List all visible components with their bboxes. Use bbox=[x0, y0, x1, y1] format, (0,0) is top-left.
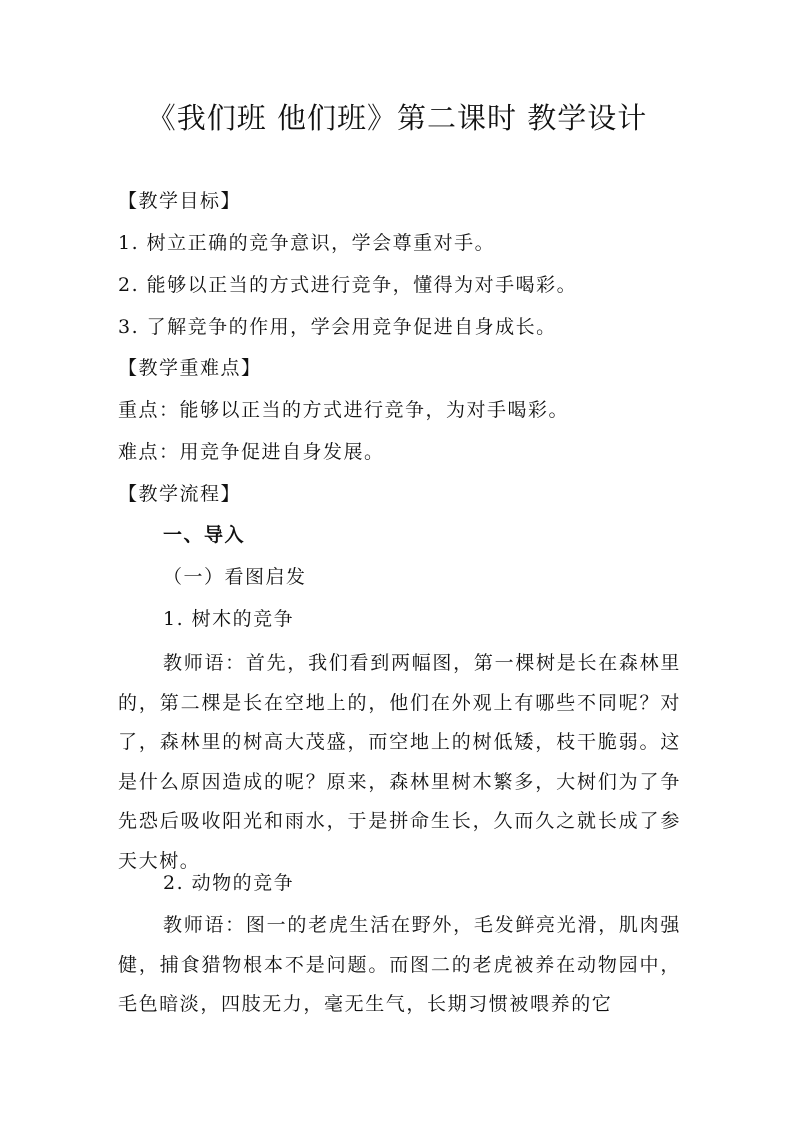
keypoint-text: 重点：能够以正当的方式进行竞争，为对手喝彩。 bbox=[118, 399, 570, 421]
part1-heading: 一、导入 bbox=[163, 524, 246, 546]
section-heading-goals: 【教学目标】 bbox=[118, 190, 242, 212]
item2-paragraph: 教师语：图一的老虎生活在野外，毛发鲜亮光滑，肌肉强健，捕食猎物根本不是问题。而图二的老虎被养在动物园中，毛色暗淡，四肢无力，毫无生气，长期习惯被喂养的它 bbox=[118, 914, 681, 1015]
item1-heading: 1. 树木的竞争 bbox=[163, 608, 295, 630]
goal-item-3: 3. 了解竞争的作用，学会用竞争促进自身成长。 bbox=[118, 316, 557, 338]
difficulty-text: 难点：用竞争促进自身发展。 bbox=[118, 441, 385, 463]
section-heading-keypoints: 【教学重难点】 bbox=[118, 357, 262, 379]
goal-item-1: 1. 树立正确的竞争意识，学会尊重对手。 bbox=[118, 232, 496, 254]
item2-heading: 2. 动物的竞争 bbox=[163, 872, 295, 894]
section-heading-process: 【教学流程】 bbox=[118, 483, 242, 505]
sub1-heading: （一）看图启发 bbox=[163, 566, 307, 588]
goal-item-2: 2. 能够以正当的方式进行竞争，懂得为对手喝彩。 bbox=[118, 274, 578, 296]
page-title: 《我们班 他们班》第二课时 教学设计 bbox=[146, 101, 648, 135]
item1-paragraph: 教师语：首先，我们看到两幅图，第一棵树是长在森林里的，第二棵是长在空地上的，他们在外观上有哪些不同呢？对了，森林里的树高大茂盛，而空地上的树低矮，枝干脆弱。这是什么原因造成的呢？原来，森林里树木繁多，大树们为了争先恐后吸收阳光和雨水，于是拼命生长，久而久之就长成了参天大树。 bbox=[118, 652, 681, 872]
